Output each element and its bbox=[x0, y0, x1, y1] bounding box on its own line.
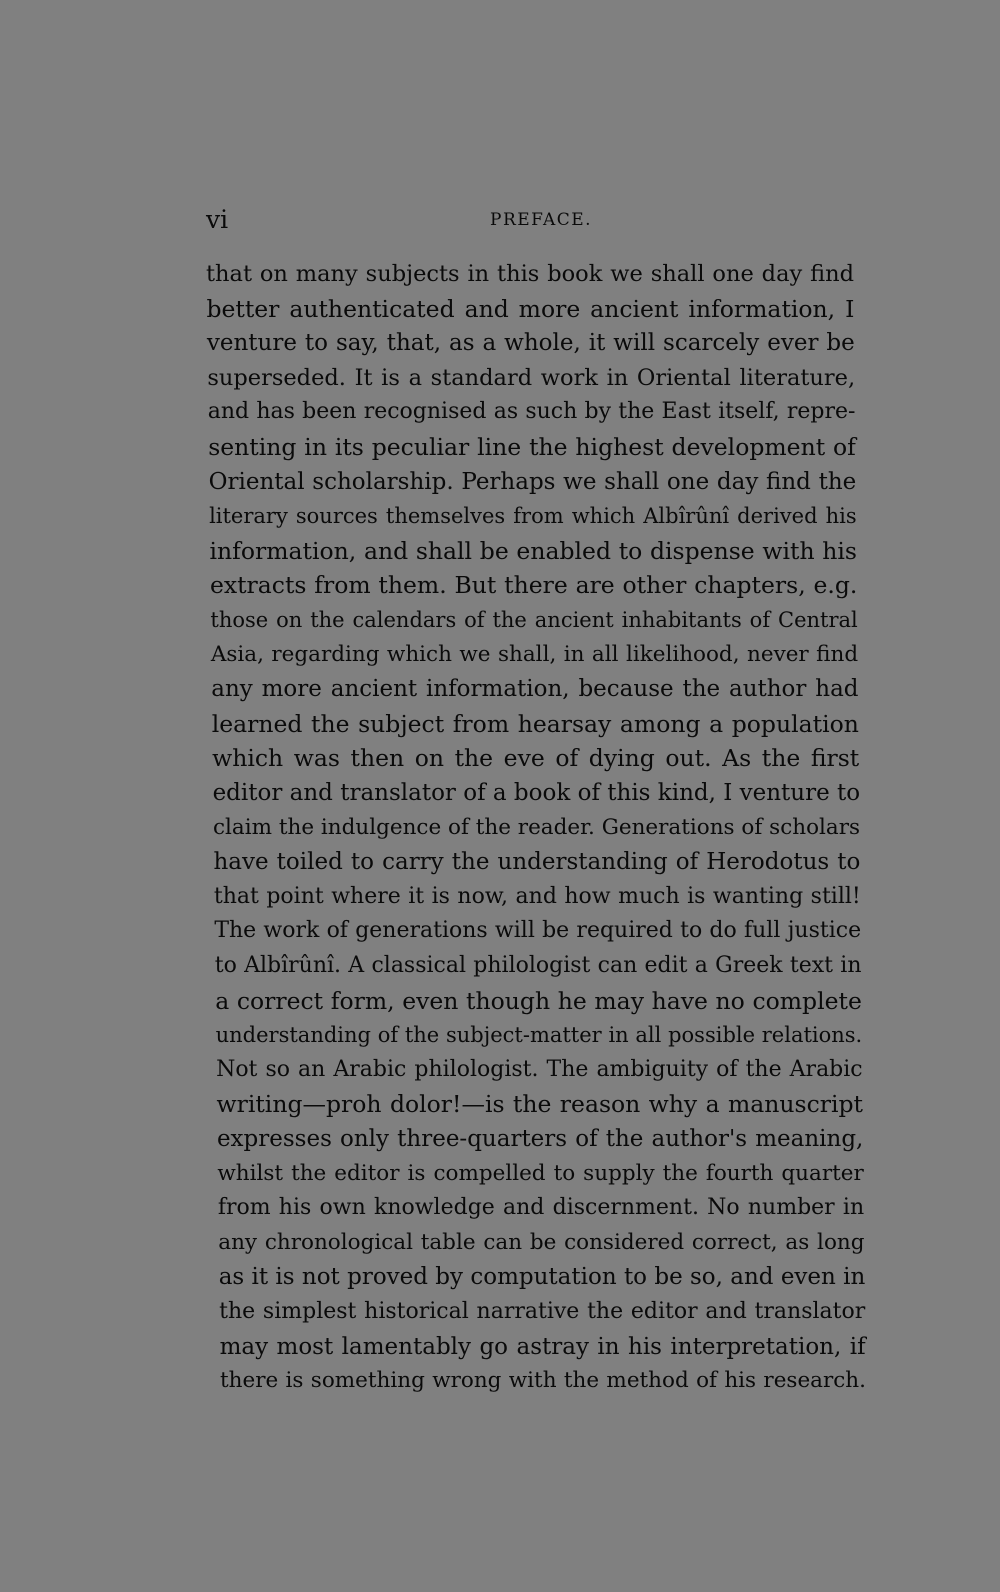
text-line: as it is not proved by computation to be so, and even in bbox=[218, 1264, 866, 1291]
page-number: vi bbox=[206, 205, 229, 234]
text-line: and has been recognised as such by the East itself, repre- bbox=[207, 399, 856, 425]
text-line: venture to say, that, as a whole, it will scarcely ever be bbox=[206, 330, 855, 357]
text-line: information, and shall be enabled to dispense with his bbox=[209, 536, 857, 565]
text-line: Asia, regarding which we shall, in all likelihood, never find bbox=[210, 641, 859, 667]
text-line: claim the indulgence of the reader. Generations of scholars bbox=[213, 814, 861, 840]
running-head: PREFACE. bbox=[490, 210, 593, 230]
text-line: extracts from them. But there are other chapters, e.g. bbox=[209, 571, 858, 600]
text-line: those on the calendars of the ancient inhabitants of Central bbox=[210, 608, 858, 632]
text-line: The work of generations will be required to do full justice bbox=[214, 918, 862, 944]
text-line: learned the subject from hearsay among a population bbox=[211, 709, 859, 738]
text-line: any more ancient information, because the author had bbox=[211, 676, 859, 703]
text-line: may most lamentably go astray in his interpretation, if bbox=[219, 1333, 866, 1360]
text-line: senting in its peculiar line the highest development of bbox=[208, 433, 856, 461]
text-line: to Albîrûnî. A classical philologist can edit a Greek text in bbox=[214, 953, 862, 978]
text-line: superseded. It is a standard work in Oriental literature, bbox=[207, 364, 856, 391]
text-line: the simplest historical narrative the editor and translator bbox=[219, 1299, 866, 1324]
text-line: writing—proh dolor!—is the reason why a manuscript bbox=[216, 1090, 863, 1119]
text-line: Not so an Arabic philologist. The ambiguity of the Arabic bbox=[216, 1056, 863, 1082]
text-line: better authenticated and more ancient information, I bbox=[206, 294, 855, 323]
text-line: literary sources themselves from which Albîrûnî derived his bbox=[209, 504, 857, 529]
text-line: whilst the editor is compelled to supply the fourth quarter bbox=[217, 1160, 864, 1186]
text-line: any chronological table can be considered correct, as long bbox=[218, 1229, 865, 1255]
text-line: which was then on the eve of dying out. As the first bbox=[212, 744, 860, 773]
text-line: Oriental scholarship. Perhaps we shall one day find the bbox=[208, 468, 857, 495]
text-line: expresses only three-quarters of the author's meaning, bbox=[216, 1126, 864, 1152]
text-line: there is something wrong with the method of his research. bbox=[220, 1368, 866, 1394]
text-line: from his own knowledge and discernment. No number in bbox=[217, 1195, 865, 1221]
text-line: that point where it is now, and how much is wanting still! bbox=[213, 883, 861, 909]
text-line: understanding of the subject-matter in all possible relations. bbox=[215, 1023, 863, 1048]
page-header bbox=[206, 205, 874, 235]
text-line: have toiled to carry the understanding of Herodotus to bbox=[213, 849, 861, 876]
text-line: a correct form, even though he may have no complete bbox=[215, 986, 862, 1015]
text-line: that on many subjects in this book we shall one day find bbox=[206, 261, 854, 287]
text-line: editor and translator of a book of this kind, I venture to bbox=[212, 780, 861, 806]
